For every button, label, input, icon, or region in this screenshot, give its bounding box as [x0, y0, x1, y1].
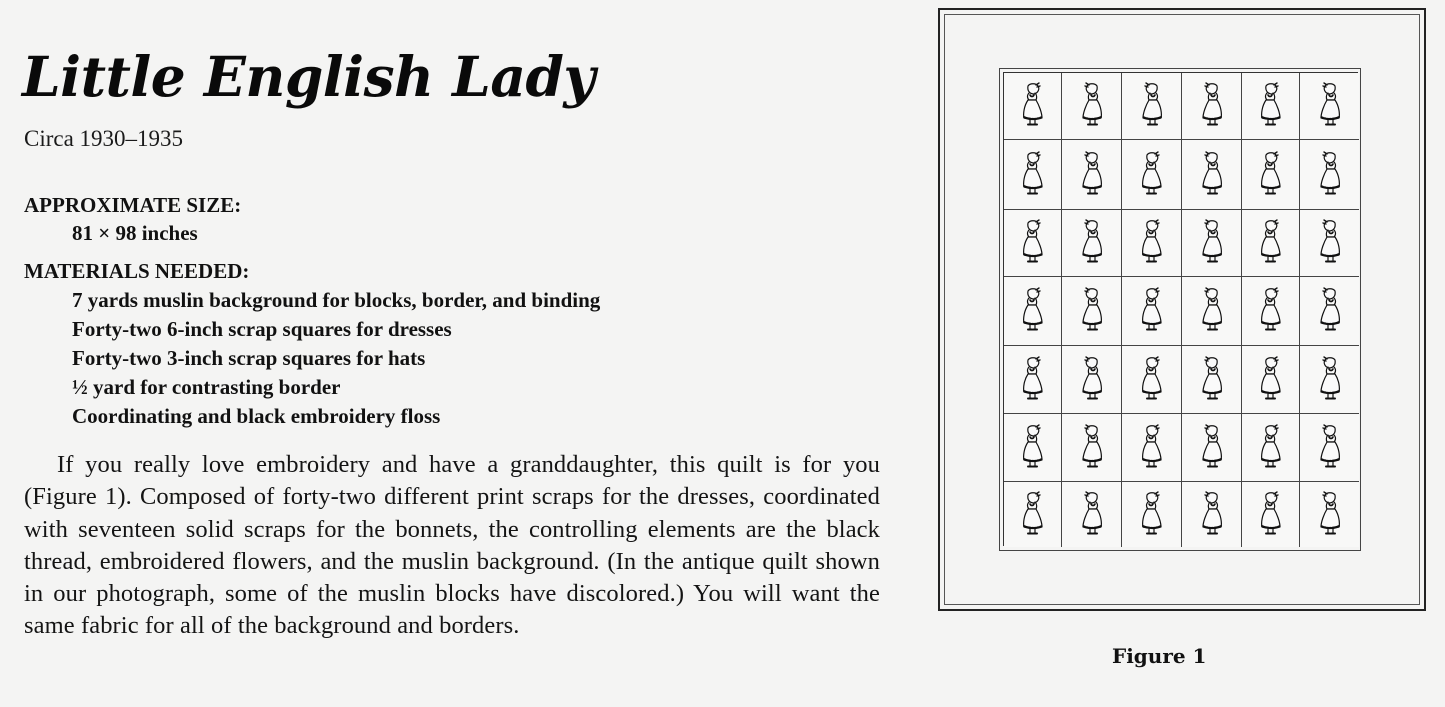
quilt-block	[1122, 277, 1182, 346]
sunbonnet-girl-icon	[1077, 287, 1107, 335]
quilt-block	[1062, 73, 1122, 140]
quilt-block	[1004, 482, 1062, 547]
sunbonnet-girl-icon	[1197, 151, 1227, 199]
sunbonnet-girl-icon	[1315, 424, 1345, 472]
sunbonnet-girl-icon	[1077, 82, 1107, 130]
sunbonnet-girl-icon	[1315, 491, 1345, 539]
quilt-block	[1122, 346, 1182, 414]
sunbonnet-girl-icon	[1256, 491, 1286, 539]
quilt-block	[1300, 277, 1359, 346]
quilt-block	[1182, 277, 1242, 346]
quilt-block-grid	[1003, 72, 1358, 546]
sunbonnet-girl-icon	[1197, 424, 1227, 472]
quilt-block	[1182, 482, 1242, 547]
materials-list	[72, 286, 600, 431]
sunbonnet-girl-icon	[1197, 356, 1227, 404]
quilt-block	[1182, 346, 1242, 414]
quilt-block	[1062, 140, 1122, 210]
sunbonnet-girl-icon	[1077, 151, 1107, 199]
quilt-block	[1242, 414, 1300, 482]
sunbonnet-girl-icon	[1077, 424, 1107, 472]
quilt-block	[1062, 210, 1122, 277]
page-title: Little English Lady	[22, 44, 595, 109]
quilt-block	[1182, 414, 1242, 482]
sunbonnet-girl-icon	[1315, 82, 1345, 130]
sunbonnet-girl-icon	[1018, 82, 1048, 130]
sunbonnet-girl-icon	[1256, 82, 1286, 130]
quilt-block	[1004, 73, 1062, 140]
sunbonnet-girl-icon	[1256, 151, 1286, 199]
sunbonnet-girl-icon	[1256, 424, 1286, 472]
sunbonnet-girl-icon	[1256, 219, 1286, 267]
quilt-block	[1122, 73, 1182, 140]
size-heading: APPROXIMATE SIZE:	[24, 193, 242, 217]
quilt-block	[1242, 140, 1300, 210]
quilt-block	[1122, 140, 1182, 210]
sunbonnet-girl-icon	[1256, 356, 1286, 404]
quilt-block	[1242, 346, 1300, 414]
quilt-block	[1004, 210, 1062, 277]
date-subtitle: Circa 1930–1935	[24, 126, 184, 151]
quilt-block	[1300, 346, 1359, 414]
quilt-block	[1062, 277, 1122, 346]
sunbonnet-girl-icon	[1315, 356, 1345, 404]
quilt-block	[1004, 277, 1062, 346]
quilt-block	[1182, 140, 1242, 210]
sunbonnet-girl-icon	[1315, 219, 1345, 267]
sunbonnet-girl-icon	[1018, 151, 1048, 199]
material-item: ½ yard for contrasting border	[72, 375, 341, 399]
sunbonnet-girl-icon	[1018, 287, 1048, 335]
material-item: Forty-two 3-inch scrap squares for hats	[72, 346, 426, 370]
quilt-block	[1182, 210, 1242, 277]
quilt-block	[1062, 482, 1122, 547]
quilt-block	[1242, 482, 1300, 547]
quilt-block	[1300, 73, 1359, 140]
quilt-block	[1242, 73, 1300, 140]
sunbonnet-girl-icon	[1137, 424, 1167, 472]
quilt-block	[1004, 346, 1062, 414]
sunbonnet-girl-icon	[1137, 356, 1167, 404]
sunbonnet-girl-icon	[1256, 287, 1286, 335]
quilt-block	[1242, 210, 1300, 277]
sunbonnet-girl-icon	[1137, 82, 1167, 130]
material-item: Forty-two 6-inch scrap squares for dresses	[72, 317, 452, 341]
quilt-block	[1122, 414, 1182, 482]
quilt-block	[1300, 210, 1359, 277]
material-item: Coordinating and black embroidery floss	[72, 404, 441, 428]
sunbonnet-girl-icon	[1077, 356, 1107, 404]
sunbonnet-girl-icon	[1018, 491, 1048, 539]
sunbonnet-girl-icon	[1137, 491, 1167, 539]
quilt-block	[1300, 140, 1359, 210]
sunbonnet-girl-icon	[1197, 287, 1227, 335]
quilt-block	[1062, 414, 1122, 482]
sunbonnet-girl-icon	[1137, 219, 1167, 267]
sunbonnet-girl-icon	[1137, 287, 1167, 335]
material-item: 7 yards muslin background for blocks, border, and binding	[72, 288, 601, 312]
quilt-block	[1004, 140, 1062, 210]
sunbonnet-girl-icon	[1018, 356, 1048, 404]
body-paragraph: If you really love embroidery and have a granddaughter, this quilt is for you (Figure 1). Composed of forty-two different print scraps for the dresses, coordinated with seventeen solid scraps for the bonnets, the controlling elements are the black thread, embroidered flowers, and the muslin background. (In the antique quilt shown in our photograph, some of the muslin blocks have discolored.) You will want the same fabric for all of the background and borders.	[24, 451, 880, 640]
quilt-block	[1004, 414, 1062, 482]
quilt-block	[1300, 414, 1359, 482]
quilt-block	[1122, 210, 1182, 277]
size-value: 81 × 98 inches	[72, 221, 198, 245]
materials-heading: MATERIALS NEEDED:	[24, 259, 250, 283]
quilt-block	[1300, 482, 1359, 547]
sunbonnet-girl-icon	[1137, 151, 1167, 199]
figure-caption: Figure 1	[1112, 644, 1207, 668]
quilt-block	[1122, 482, 1182, 547]
sunbonnet-girl-icon	[1077, 219, 1107, 267]
sunbonnet-girl-icon	[1315, 151, 1345, 199]
sunbonnet-girl-icon	[1018, 424, 1048, 472]
sunbonnet-girl-icon	[1197, 82, 1227, 130]
sunbonnet-girl-icon	[1018, 219, 1048, 267]
sunbonnet-girl-icon	[1197, 219, 1227, 267]
quilt-block	[1182, 73, 1242, 140]
sunbonnet-girl-icon	[1197, 491, 1227, 539]
sunbonnet-girl-icon	[1315, 287, 1345, 335]
quilt-block	[1242, 277, 1300, 346]
sunbonnet-girl-icon	[1077, 491, 1107, 539]
quilt-block	[1062, 346, 1122, 414]
